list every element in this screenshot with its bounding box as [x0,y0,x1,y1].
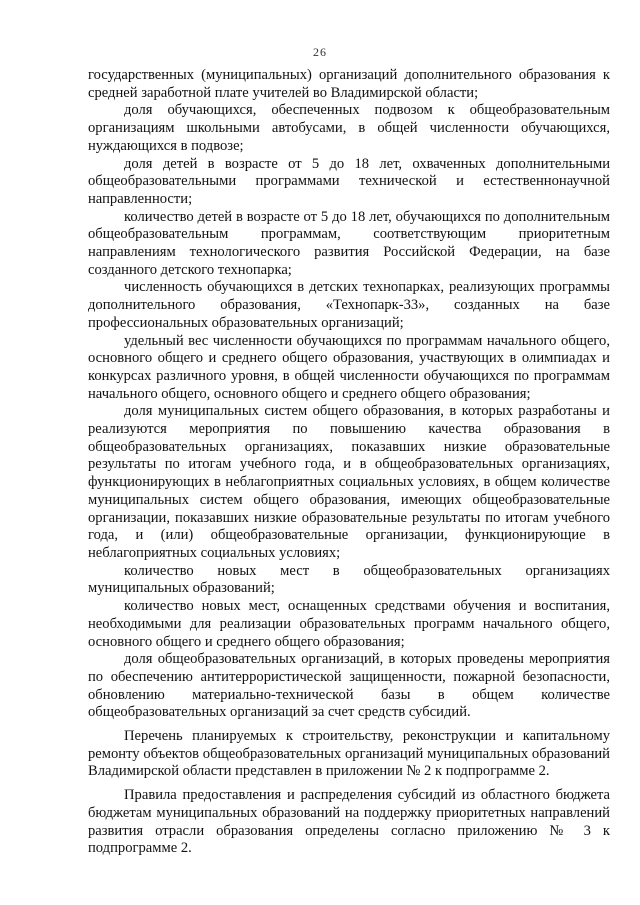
paragraph-4: количество детей в возрасте от 5 до 18 лет, обучающихся по дополнительным общеобразовательным программам, соответствующим приоритетным направлениям технологического развития Российской Федерации, на базе созданного детского технопарка; [88,208,610,278]
paragraph-5: численность обучающихся в детских технопарках, реализующих программы дополнительного образования, «Технопарк-33», созданных на базе профессиональных образовательных организаций; [88,279,610,331]
paragraph-3: доля детей в возрасте от 5 до 18 лет, охваченных дополнительными общеобразовательными программами технической и естественнонаучной направленности; [88,155,610,207]
paragraph-7: доля муниципальных систем общего образования, в которых разработаны и реализуются мероприятия по повышению качества образования в общеобразовательных организациях, показавших низкие образовательные результаты по итогам учебного года, и в общеобразовательных организациях, функционирующих в неблагоприятных социальных условиях, в общем количестве муниципальных систем общего образования, имеющих общеобразовательные организации, показавших низкие образовательные результаты по итогам учебного года, и (или) общеобразовательные организации, функционирующие в неблагоприятных социальных условиях; [88,403,610,561]
paragraph-12: Правила предоставления и распределения субсидий из областного бюджета бюджетам муниципальных образований на поддержку приоритетных направлений развития отрасли образования определены согласно приложению № 3 к подпрограмме 2. [88,787,610,857]
body-text [88,67,610,858]
paragraph-8: количество новых мест в общеобразовательных организациях муниципальных образований; [88,562,610,597]
page-number: 26 [313,45,327,59]
paragraph-10: доля общеобразовательных организаций, в которых проведены мероприятия по обеспечению антитеррористической защищенности, пожарной безопасности, обновлению материально-технической базы в общем количестве общеобразовательных организаций за счет средств субсидий. [88,651,610,721]
paragraph-9: количество новых мест, оснащенных средствами обучения и воспитания, необходимыми для реализации образовательных программ начального общего, основного общего и среднего общего образования; [88,598,610,650]
paragraph-6: удельный вес численности обучающихся по программам начального общего, основного общего и среднего общего образования, участвующих в олимпиадах и конкурсах различного уровня, в общей численности обучающихся по программам начального общего, основного общего и среднего общего образования; [88,332,610,402]
paragraph-2: доля обучающихся, обеспеченных подвозом к общеобразовательным организациям школьными автобусами, в общей численности обучающихся, нуждающихся в подвозе; [88,102,610,154]
paragraph-11: Перечень планируемых к строительству, реконструкции и капитальному ремонту объектов общеобразовательных организаций муниципальных образований Владимирской области представлен в приложении № 2 к подпрограмме 2. [88,728,610,780]
paragraph-1: государственных (муниципальных) организаций дополнительного образования к средней заработной плате учителей во Владимирской области; [88,67,610,101]
